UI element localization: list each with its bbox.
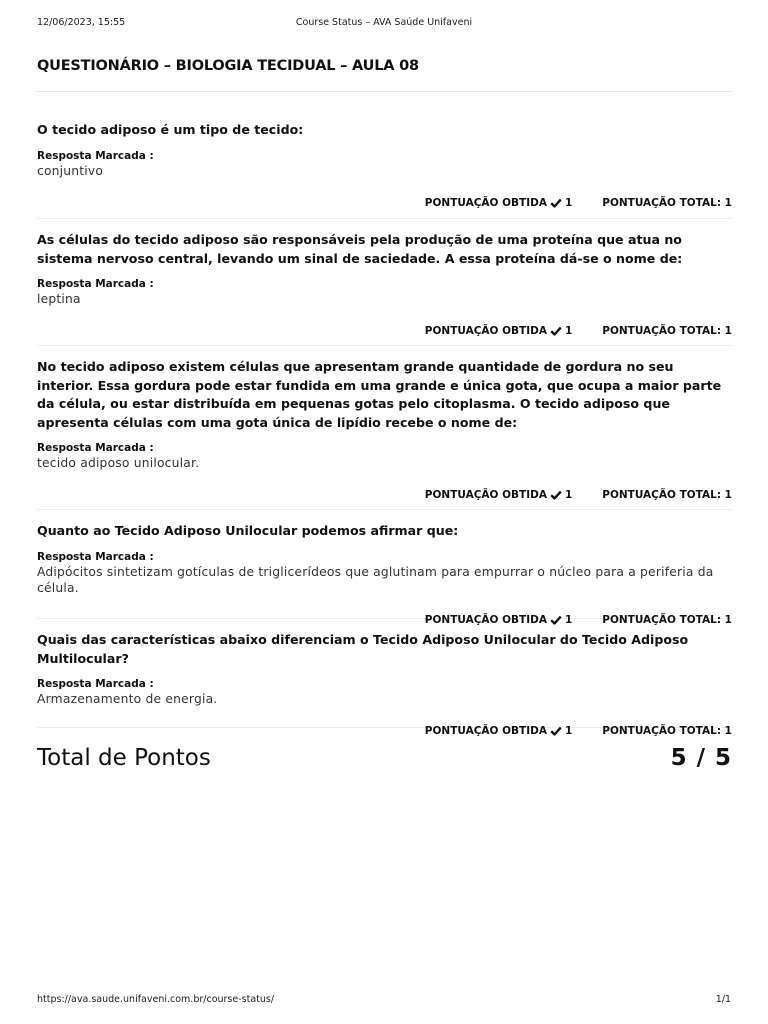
score-obtained-label: PONTUAÇÃO OBTIDA [424, 489, 547, 501]
score-total: PONTUAÇÃO TOTAL: 1 [602, 325, 732, 337]
answer-label: Resposta Marcada : [37, 678, 154, 690]
answer-value: leptina [37, 292, 81, 306]
answer-label: Resposta Marcada : [37, 278, 154, 290]
answer-label: Resposta Marcada : [37, 550, 154, 563]
score-obtained [425, 725, 572, 737]
print-header [37, 17, 731, 31]
question-item [37, 510, 732, 626]
score-obtained-label: PONTUAÇÃO OBTIDA [424, 325, 547, 337]
print-url: https://ava.saude.unifaveni.com.br/course-status/ [37, 994, 275, 1005]
score-obtained-label: PONTUAÇÃO OBTIDA [424, 613, 547, 626]
answer-value: Adipócitos sintetizam gotículas de triglicerídeos que aglutinam para empurrar o núcleo para a periferia da célula. [37, 564, 714, 595]
score-obtained-label: PONTUAÇÃO OBTIDA [424, 725, 547, 737]
score-obtained-value: 1 [564, 613, 573, 626]
question-text: As células do tecido adiposo são responsáveis pela produção de uma proteína que atua no sistema nervoso central, levando um sinal de saciedade. A essa proteína dá-se o nome de: [37, 232, 683, 266]
question-item [37, 346, 732, 510]
print-footer [37, 994, 731, 1008]
question-item [37, 92, 732, 219]
total-points-row [37, 741, 732, 775]
score-total: PONTUAÇÃO TOTAL: 1 [602, 613, 732, 626]
page-title: QUESTIONÁRIO – BIOLOGIA TECIDUAL – AULA 08 [37, 58, 732, 92]
score-row [37, 324, 732, 338]
question-item [37, 219, 732, 346]
score-obtained-value: 1 [564, 196, 573, 209]
print-page-title: Course Status – AVA Saúde Unifaveni [295, 17, 473, 28]
score-obtained-label: PONTUAÇÃO OBTIDA [424, 196, 547, 209]
score-obtained [425, 489, 572, 501]
answer-value: tecido adiposo unilocular. [37, 456, 200, 470]
score-row [37, 724, 732, 738]
total-points-value: 5 / 5 [670, 745, 732, 771]
check-icon [550, 489, 562, 501]
answer-value: Armazenamento de energia. [37, 692, 218, 706]
score-obtained-value: 1 [564, 325, 573, 337]
score-total: PONTUAÇÃO TOTAL: 1 [602, 196, 732, 209]
check-icon [550, 325, 562, 337]
answer-label: Resposta Marcada : [37, 149, 154, 162]
question-text: O tecido adiposo é um tipo de tecido: [37, 122, 304, 137]
question-item [37, 619, 732, 737]
answer-value: conjuntivo [37, 163, 104, 178]
score-obtained [425, 325, 572, 337]
score-row [37, 196, 732, 210]
question-text: Quanto ao Tecido Adiposo Unilocular podemos afirmar que: [37, 523, 459, 538]
total-points-label: Total de Pontos [37, 745, 211, 771]
check-icon [550, 197, 562, 209]
check-icon [550, 614, 562, 626]
score-obtained-value: 1 [564, 725, 573, 737]
answer-label: Resposta Marcada : [37, 442, 154, 454]
print-date: 12/06/2023, 15:55 [37, 17, 126, 28]
main-content [37, 58, 732, 737]
score-total: PONTUAÇÃO TOTAL: 1 [602, 725, 732, 737]
score-obtained [425, 614, 572, 626]
question-text: No tecido adiposo existem células que apresentam grande quantidade de gordura no seu interior. Essa gordura pode estar fundida em uma grande e única gota, que ocupa a maior parte da célula, ou estar distribuída em pequenas gotas pelo citoplasma. O tecido adiposo que apresenta células com uma gota única de lipídio recebe o nome de: [37, 359, 722, 430]
score-obtained-value: 1 [564, 489, 573, 501]
score-obtained [425, 197, 572, 209]
check-icon [550, 725, 562, 737]
score-row [37, 488, 732, 502]
print-page-count: 1/1 [715, 994, 731, 1005]
score-total: PONTUAÇÃO TOTAL: 1 [602, 489, 732, 501]
question-text: Quais das características abaixo diferenciam o Tecido Adiposo Unilocular do Tecido Adiposo Multilocular? [37, 632, 689, 666]
